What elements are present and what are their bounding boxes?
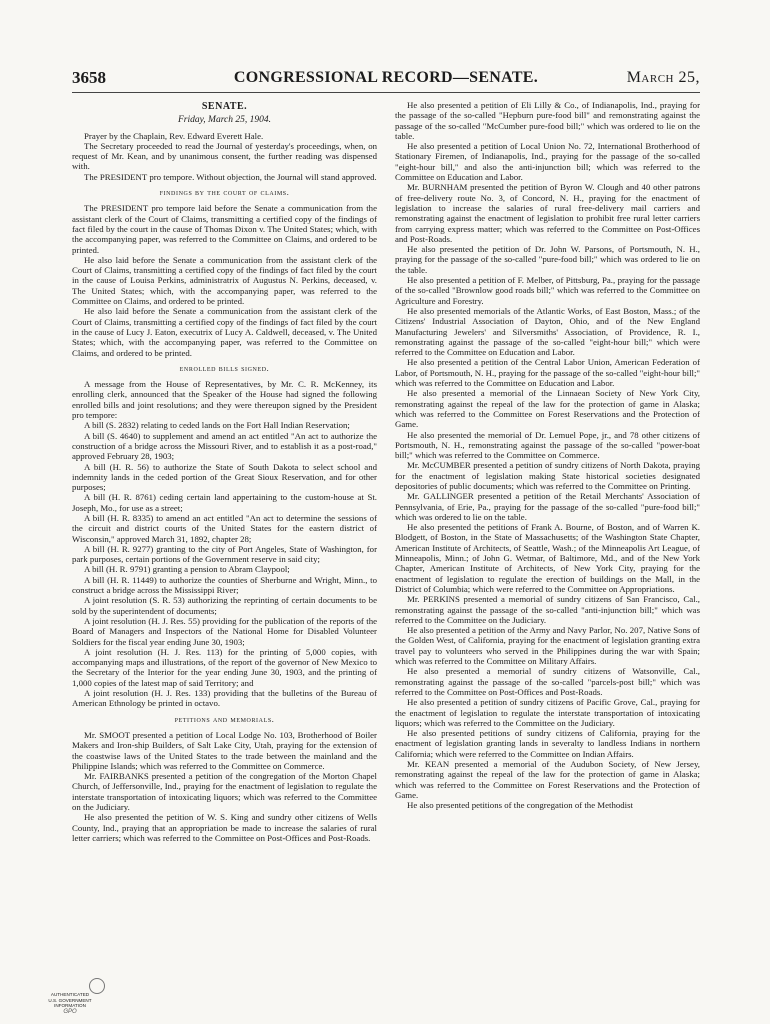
paragraph: Mr. BURNHAM presented the petition of Byron W. Clough and 40 other patrons of free-delivery route No. 3, of Concord, N. H., praying for the enactment of legislation to increase the salaries of rural free-delivery mail carriers and remonstrating against the enactment of legislation to prohibit free rural letter carriers from carrying express matter; which was referred to the Committee on Post-Offices and Post-Roads. (395, 182, 700, 244)
paragraph: He also presented a petition of F. Melber, of Pittsburg, Pa., praying for the passage of the so-called "Brownlow good roads bill;" which was referred to the Committee on Agriculture and Forestry. (395, 275, 700, 306)
header-date: March 25, (626, 69, 700, 86)
paragraph: He also presented a petition of Local Union No. 72, International Brotherhood of Stationary Firemen, of Indianapolis, Ind., praying for the passage of the so-called "eight-hour bill," and also the anti-injunction bill; which was referred to the Committee on Education and Labor. (395, 141, 700, 183)
page-header (72, 66, 700, 90)
paragraph: A message from the House of Representatives, by Mr. C. R. McKenney, its enrolling clerk, announced that the Speaker of the House had signed the following enrolled bills and joint resolutions; and they were thereupon signed by the President pro tempore: (72, 379, 377, 421)
paragraph: A bill (H. R. 56) to authorize the State of South Dakota to select school and indemnity lands in the ceded portion of the Great Sioux Reservation, and for other purposes; (72, 461, 377, 493)
logo-line: U.S. GOVERNMENT (48, 997, 92, 1003)
page-number: 3658 (72, 68, 106, 87)
paragraph: He also presented a memorial of sundry citizens of Watsonville, Cal., remonstrating against the passage of the so-called "parcels-post bill;" which was referred to the Committee on Post-Offices and Post-Roads. (395, 666, 700, 697)
paragraph: He also presented a petition of sundry citizens of Pacific Grove, Cal., praying for the enactment of legislation to regulate the interstate transportation of intoxicating liquors; which was referred to the Committee on the Judiciary. (395, 697, 700, 728)
section-title: SENATE. (201, 101, 248, 112)
paragraph: A bill (H. R. 11449) to authorize the counties of Sherburne and Wright, Minn., to construct a bridge across the Mississippi River; (72, 574, 377, 596)
paragraph: A bill (H. R. 9791) granting a pension to Abram Claypool; (84, 564, 290, 575)
paragraph: The PRESIDENT pro tempore laid before the Senate a communication from the assistant clerk of the Court of Claims, transmitting a certified copy of the findings of fact filed by the court in the cause of Thomas Dixon v. The United States; which, with the accompanying paper, was referred to the Committee on Claims, and ordered to be printed. (72, 203, 377, 255)
paragraph: A bill (S. 2832) relating to ceded lands on the Fort Hall Indian Reservation; (84, 420, 350, 431)
gpo-authentication-logo (40, 978, 100, 1014)
paragraph: A joint resolution (H. J. Res. 55) providing for the publication of the reports of the Board of Managers and Inspectors of the National Home for Disabled Volunteer Soldiers for the fiscal year ending June 30, 1903; (72, 615, 377, 647)
paragraph: A bill (H. R. 8761) ceding certain land appertaining to the custom-house at St. Joseph, Mo., for use as a street; (72, 492, 377, 513)
paragraph: He also presented the memorial of Dr. Lemuel Pope, jr., and 78 other citizens of Portsmouth, N. H., remonstrating against the passage of the so-called "power-boat bill;" which was referred to the Committee on Commerce. (395, 429, 700, 461)
paragraph: Mr. McCUMBER presented a petition of sundry citizens of North Dakota, praying for the enactment of legislation making State historical societies designated depositories of public documents; which was referred to the Committee on Printing. (395, 460, 700, 491)
logo-line: INFORMATION (54, 1003, 86, 1009)
subheading: petitions and memorials. (174, 714, 275, 724)
paragraph: A bill (H. R. 9277) granting to the city of Port Angeles, State of Washington, for park purposes, certain portions of the Government reserve in said city; (72, 543, 377, 565)
left-column (72, 100, 377, 960)
paragraph: A bill (H. R. 8335) to amend an act entitled "An act to determine the sessions of the circuit and district courts of the United States for the eastern district of Wisconsin," approved March 31, 1892, chapter 28; (72, 512, 377, 544)
eagle-seal-icon (89, 978, 105, 994)
paragraph: Mr. PERKINS presented a memorial of sundry citizens of San Francisco, Cal., remonstrating against the passage of the so-called "anti-injunction bill;" which was referred to the Committee on the Judiciary. (395, 594, 700, 625)
subheading: enrolled bills signed. (179, 363, 270, 373)
paragraph: He also presented the petitions of Frank A. Bourne, of Boston, and of Warren K. Blodgett, of Boston, in the State of Massachusetts; of the Washington State Chapter, American Institute of Architects, of Seattle, Wash.; of the Minneapolis Art League, of Minneapolis, Minn.; of John G. Wetmar, of Baltimore, Md., and of the New York Chapter, American Institute of Architects, of New York City, praying for the enactment of legislation to regulate the erection of buildings on the Mall, in the District of Columbia; which were referred to the Committee on Appropriations. (395, 522, 700, 594)
paragraph: The Secretary proceeded to read the Journal of yesterday's proceedings, when, on request of Mr. Kean, and by unanimous consent, the further reading was dispensed with. (72, 140, 377, 172)
paragraph: He also presented a petition of the Army and Navy Parlor, No. 207, Native Sons of the Golden West, of California, praying for the enactment of legislation granting extra travel pay to volunteers who served in the Philippines during the war with Spain; which was referred to the Committee on Military Affairs. (395, 625, 700, 667)
right-column (395, 100, 700, 960)
paragraph: A joint resolution (S. R. 53) authorizing the reprinting of certain documents to be sold by the superintendent of documents; (72, 595, 377, 616)
paragraph: He also laid before the Senate a communication from the assistant clerk of the Court of Claims, transmitting a certified copy of the findings of fact filed by the court in the cause of Louisa Perkins, administratrix of Augustus N. Perkins, deceased, v. The United States; which, with the accompanying paper, was referred to the Committee on Claims, and ordered to be printed. (72, 254, 377, 307)
subheading: findings by the court of claims. (159, 188, 290, 198)
session-date: Friday, March 25, 1904. (177, 115, 272, 126)
logo-line: AUTHENTICATED (50, 992, 90, 997)
logo-gpo: GPO (63, 1008, 77, 1015)
paragraph: He also presented petitions of the congregation of the Methodist (407, 800, 633, 811)
paragraph: He also presented the petition of Dr. John W. Parsons, of Portsmouth, N. H., praying for the passage of the so-called "pure-food bill;" which was ordered to lie on the table. (395, 244, 700, 275)
paragraph: He also presented memorials of the Atlantic Works, of East Boston, Mass.; of the Citizens' Industrial Association of Dayton, Ohio, and of the New England Manufacturing Jewelers' and Silversmiths' Association, of Providence, R. I., remonstrating against the passage of the so-called "eight-hour bill;" which were referred to the Committee on Education and Labor. (395, 305, 700, 358)
paragraph: He also laid before the Senate a communication from the assistant clerk of the Court of Claims, transmitting a certified copy of the findings of fact filed by the court in the cause of Lucy J. Eaton, executrix of Lucy A. Caldwell, deceased, v. The United States; which, with the accompanying paper, was referred to the Committee on Claims, and ordered to be printed. (72, 306, 377, 358)
paragraph: Mr. FAIRBANKS presented a petition of the congregation of the Morton Chapel Church, of Jeffersonville, Ind., praying for the enactment of legislation to regulate the interstate transportation of intoxicating liquors; which was referred to the Committee on the Judiciary. (72, 771, 377, 812)
paragraph: A bill (S. 4640) to supplement and amend an act entitled "An act to authorize the construction of a bridge across the Missouri River, and to establish it as a post-road," approved February 28, 1903; (72, 430, 377, 462)
paragraph: He also presented a memorial of the Linnaean Society of New York City, remonstrating against the repeal of the law for the protection of game in Alaska; which was referred to the Committee on Forest Reservations and the Protection of Game. (395, 388, 700, 430)
paragraph: Mr. KEAN presented a memorial of the Audubon Society, of New Jersey, remonstrating against the repeal of the law for the protection of game in Alaska; which was referred to the Committee on Forest Reservations and the Protection of Game. (395, 759, 700, 800)
paragraph: He also presented a petition of the Central Labor Union, American Federation of Labor, of Portsmouth, N. H., praying for the passage of the so-called "eight-hour bill;" which was referred to the Committee on Education and Labor. (395, 357, 700, 389)
paragraph: He also presented the petition of W. S. King and sundry other citizens of Wells County, Ind., praying that an appropriation be made to increase the salaries of rural letter carriers; which was referred to the Committee on Post-Offices and Post-Roads. (72, 812, 377, 843)
running-head: CONGRESSIONAL RECORD—SENATE. (233, 69, 539, 86)
paragraph: He also presented a petition of Eli Lilly & Co., of Indianapolis, Ind., praying for the passage of the so-called "Hepburn pure-food bill" and remonstrating against the passage of the so-called "McCumber pure-food bill;" which was ordered to lie on the table. (395, 100, 700, 141)
paragraph: Mr. GALLINGER presented a petition of the Retail Merchants' Association of Pennsylvania, of Erie, Pa., praying for the passage of the so-called "pure-food bill;" which was ordered to lie on the table. (395, 491, 700, 522)
paragraph: The PRESIDENT pro tempore. Without objection, the Journal will stand approved. (84, 171, 377, 182)
paragraph: Prayer by the Chaplain, Rev. Edward Everett Hale. (84, 130, 264, 141)
paragraph: A joint resolution (H. J. Res. 113) for the printing of 5,000 copies, with accompanying maps and illustrations, of the report of the governor of New Mexico to the Secretary of the Interior for the year ending June 30, 1903, and the printing of 1,000 copies of the latest map of said Territory; and (72, 646, 377, 688)
paragraph: He also presented petitions of sundry citizens of California, praying for the enactment of legislation granting lands in severalty to landless Indians in northern California; which were referred to the Committee on Indian Affairs. (395, 728, 700, 759)
paragraph: Mr. SMOOT presented a petition of Local Lodge No. 103, Brotherhood of Boiler Makers and Iron-ship Builders, of Salt Lake City, Utah, praying for the extension of the coastwise laws of the United States to the trade between the mainland and the Philippine Islands; which was referred to the Committee on Commerce. (72, 729, 377, 771)
header-rule (72, 92, 700, 93)
paragraph: A joint resolution (H. J. Res. 133) providing that the bulletins of the Bureau of American Ethnology be printed in octavo. (72, 688, 377, 709)
